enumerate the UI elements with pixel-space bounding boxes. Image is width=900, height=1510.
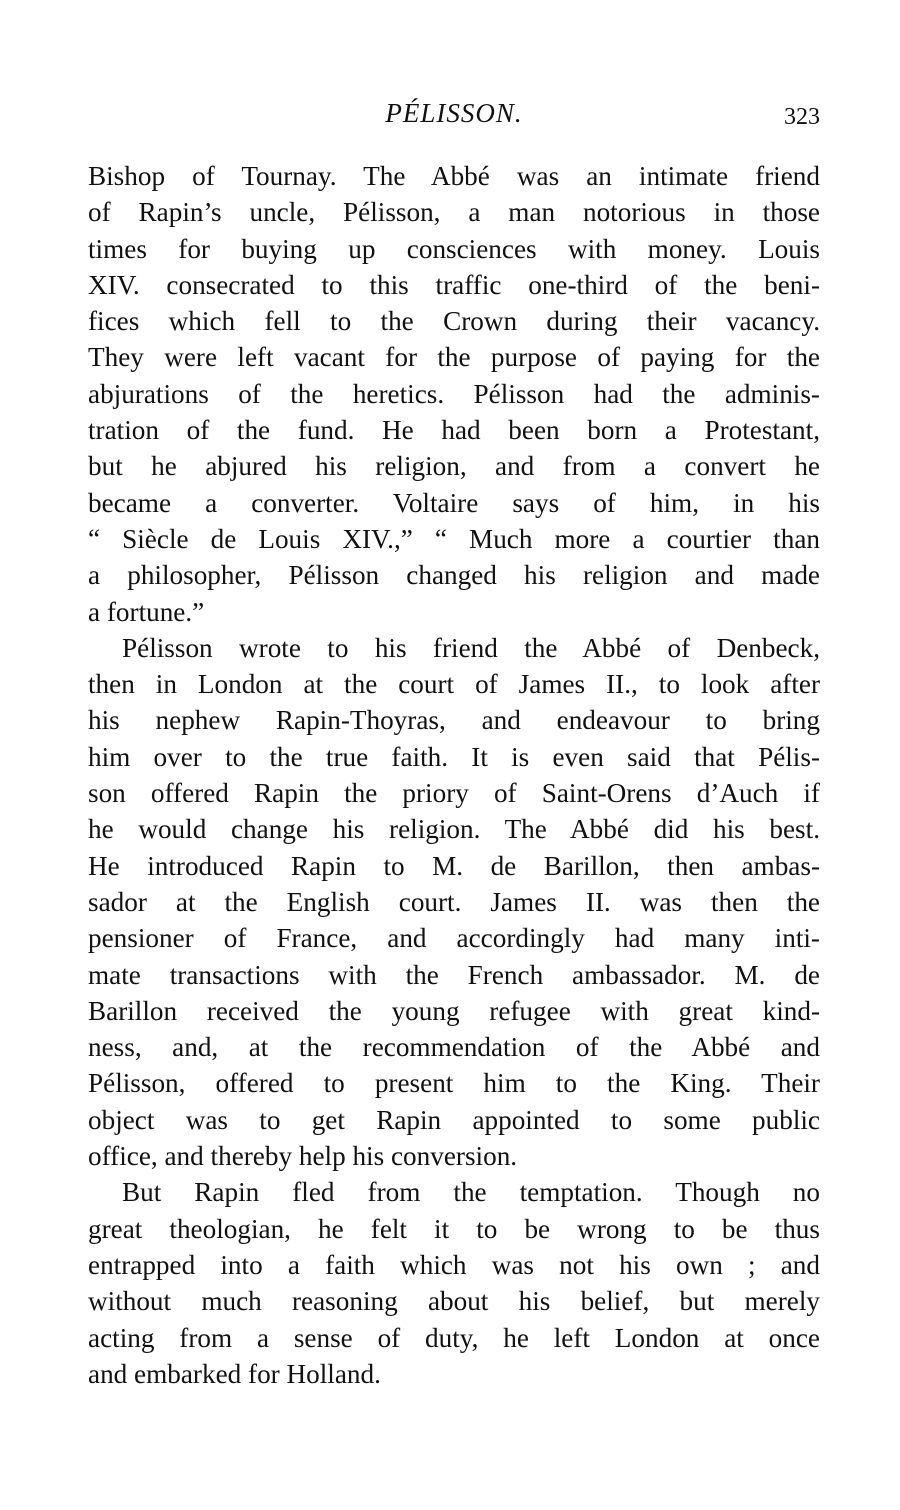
text-line: times for buying up consciences with money. Louis [88,233,820,264]
text-line: Barillon received the young refugee with great kind- [88,995,820,1026]
text-line: object was to get Rapin appointed to some public [88,1104,820,1135]
text-line: tration of the fund. He had been born a Protestant, [88,415,820,446]
text-line: “ Siècle de Louis XIV.,” “ Much more a courtier than [88,523,820,554]
paragraph-3 [88,1174,820,1392]
text-line: sador at the English court. James II. was then the [88,886,820,917]
text-line: became a converter. Voltaire says of him, in his [88,487,820,518]
text-line: They were left vacant for the purpose of paying for the [88,342,820,373]
text-line: he would change his religion. The Abbé did his best. [88,814,820,845]
text-line: XIV. consecrated to this traffic one-third of the beni- [88,269,820,300]
text-line: great theologian, he felt it to be wrong to be thus [88,1213,820,1244]
text-line: a philosopher, Pélisson changed his religion and made [88,560,820,591]
text-line: But Rapin fled from the temptation. Though no [122,1177,820,1208]
text-line: a fortune.” [88,596,205,627]
text-line: him over to the true faith. It is even said that Pélis- [88,741,820,772]
text-line: fices which fell to the Crown during their vacancy. [88,306,820,337]
running-title: PÉLISSON. [385,98,523,128]
text-line: his nephew Rapin-Thoyras, and endeavour to bring [88,705,820,736]
text-line: of Rapin’s uncle, Pélisson, a man notorious in those [88,197,820,228]
text-line: mate transactions with the French ambassador. M. de [88,959,820,990]
text-line: ness, and, at the recommendation of the Abbé and [88,1032,820,1063]
text-line: son offered Rapin the priory of Saint-Orens d’Auch if [88,778,820,809]
text-line: Pélisson, offered to present him to the King. Their [88,1068,820,1099]
paragraph-2 [88,630,820,1174]
body-text [88,158,820,1392]
text-line: and embarked for Holland. [88,1358,381,1389]
text-line: abjurations of the heretics. Pélisson had the adminis- [88,378,820,409]
text-line: without much reasoning about his belief, but merely [88,1286,820,1317]
text-line: office, and thereby help his conversion. [88,1141,518,1172]
page-header [88,98,820,142]
text-line: He introduced Rapin to M. de Barillon, then ambas- [88,850,820,881]
page-number: 323 [784,104,820,130]
text-line: then in London at the court of James II., to look after [88,669,820,700]
text-line: but he abjured his religion, and from a convert he [88,451,820,482]
text-line: pensioner of France, and accordingly had many inti- [88,923,820,954]
text-line: entrapped into a faith which was not his own ; and [88,1249,820,1280]
text-line: acting from a sense of duty, he left London at once [88,1322,820,1353]
text-line: Bishop of Tournay. The Abbé was an intimate friend [88,161,820,191]
text-line: Pélisson wrote to his friend the Abbé of Denbeck, [122,632,820,663]
paragraph-1 [88,158,820,630]
